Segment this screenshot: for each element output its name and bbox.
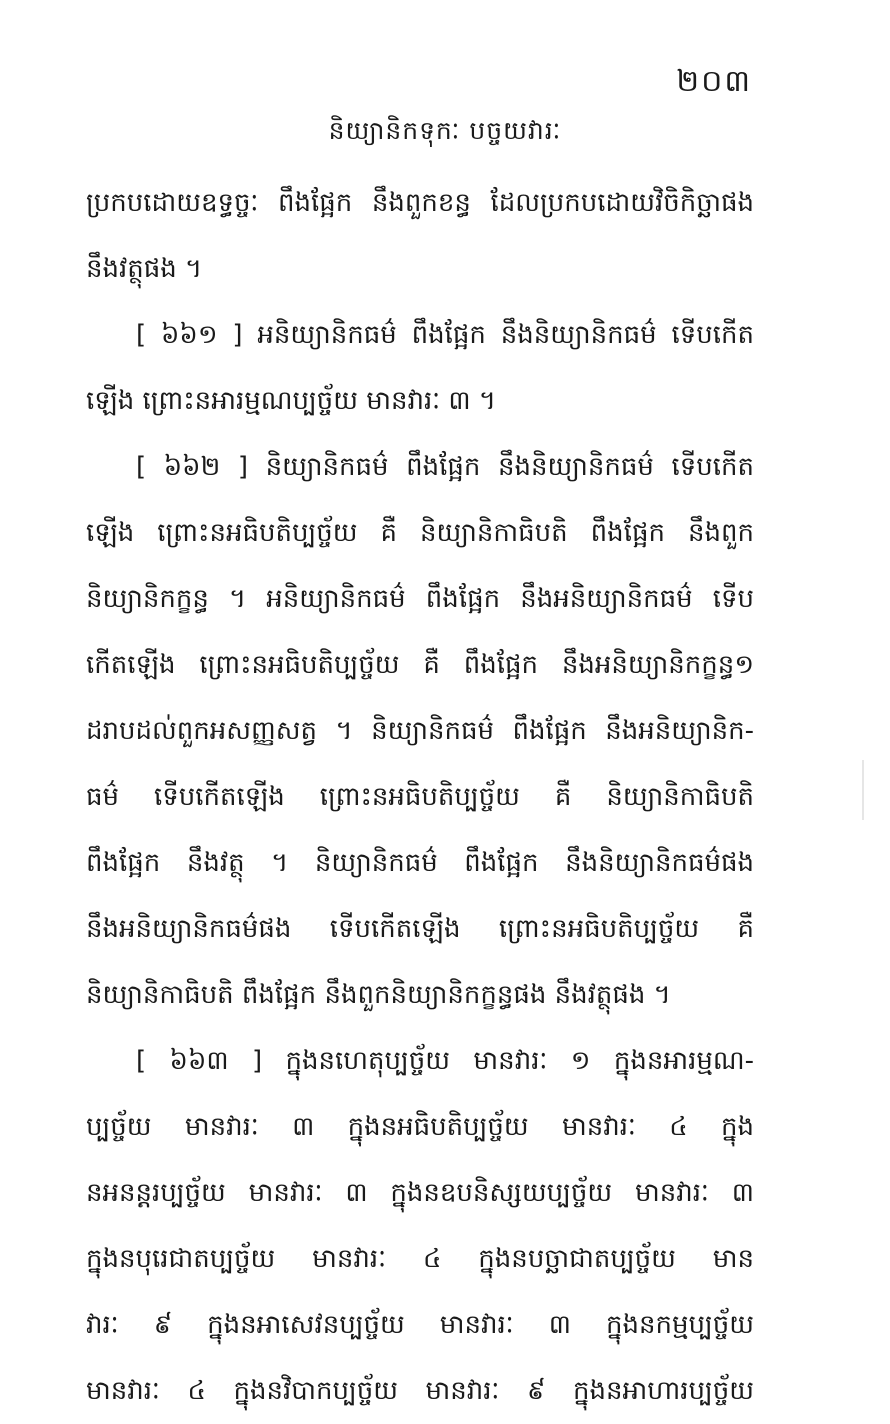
text-line: ឡើង ព្រោះនអធិបតិប្បច្ច័យ គឺ និយ្យានិកាធិបតិ ពឹងផ្អែក នឹងពួក [86, 518, 754, 548]
text-line: ធម៌ ទើបកើតឡើង ព្រោះនអធិបតិប្បច្ច័យ គឺ និយ្យានិកាធិបតិ [86, 782, 754, 812]
text-line: នឹងវត្ថុផង ។ [86, 254, 203, 284]
text-line: ពឹងផ្អែក នឹងវត្ថុ ។ និយ្យានិកធម៌ ពឹងផ្អែក នឹងនិយ្យានិកធម៌ផង [86, 848, 754, 878]
paragraph-663-line: [ ៦៦៣ ] ក្នុងនហេតុប្បច្ច័យ មានវារៈ ១ ក្នុងនអារម្មណ- [136, 1046, 754, 1076]
scan-artifact [862, 760, 864, 820]
page-number: ២០៣ [676, 64, 752, 99]
paragraph-662-line: [ ៦៦២ ] និយ្យានិកធម៌ ពឹងផ្អែក នឹងនិយ្យានិកធម៌ ទើបកើត [136, 452, 754, 482]
text-line: ឡើង ព្រោះនអារម្មណប្បច្ច័យ មានវារៈ ៣ ។ [86, 386, 497, 416]
text-line: ប្រកបដោយឧទ្ធច្ចៈ ពឹងផ្អែក នឹងពួកខន្ធ ដែលប្រកបដោយវិចិកិច្ឆាផង [86, 188, 754, 218]
text-line: នឹងអនិយ្យានិកធម៌ផង ទើបកើតឡើង ព្រោះនអធិបតិប្បច្ច័យ គឺ [86, 914, 754, 944]
text-line: និយ្យានិកាធិបតិ ពឹងផ្អែក នឹងពួកនិយ្យានិកក្ខន្ធផង នឹងវត្ថុផង ។ [86, 980, 671, 1010]
text-line: និយ្យានិកក្ខន្ធ ។ អនិយ្យានិកធម៌ ពឹងផ្អែក នឹងអនិយ្យានិកធម៌ ទើប [86, 584, 754, 614]
text-line: កើតឡើង ព្រោះនអធិបតិប្បច្ច័យ គឺ ពឹងផ្អែក នឹងអនិយ្យានិកក្ខន្ធ១ [86, 650, 754, 680]
text-line: វារៈ ៩ ក្នុងនអាសេវនប្បច្ច័យ មានវារៈ ៣ ក្នុងនកម្មប្បច្ច័យ [86, 1310, 754, 1340]
running-head: និយ្យានិកទុកៈ បច្ចយវារៈ [328, 116, 562, 145]
text-line: មានវារៈ ៤ ក្នុងនវិបាកប្បច្ច័យ មានវារៈ ៩ ក្នុងនអាហារប្បច្ច័យ [86, 1376, 754, 1406]
text-line: ដរាបដល់ពួកអសញ្ញសត្វ ។ និយ្យានិកធម៌ ពឹងផ្អែក នឹងអនិយ្យានិក- [86, 716, 754, 746]
text-line: ប្បច្ច័យ មានវារៈ ៣ ក្នុងនអធិបតិប្បច្ច័យ មានវារៈ ៤ ក្នុង [86, 1112, 754, 1142]
body-text [86, 170, 754, 1424]
text-line: ក្នុងនបុរេជាតប្បច្ច័យ មានវារៈ ៤ ក្នុងនបច្ឆាជាតប្បច្ច័យ មាន [86, 1244, 754, 1274]
text-line: នអនន្តរប្បច្ច័យ មានវារៈ ៣ ក្នុងនឧបនិស្សយប្បច្ច័យ មានវារៈ ៣ [86, 1178, 754, 1208]
paragraph-661-line: [ ៦៦១ ] អនិយ្យានិកធម៌ ពឹងផ្អែក នឹងនិយ្យានិកធម៌ ទើបកើត [136, 320, 754, 350]
